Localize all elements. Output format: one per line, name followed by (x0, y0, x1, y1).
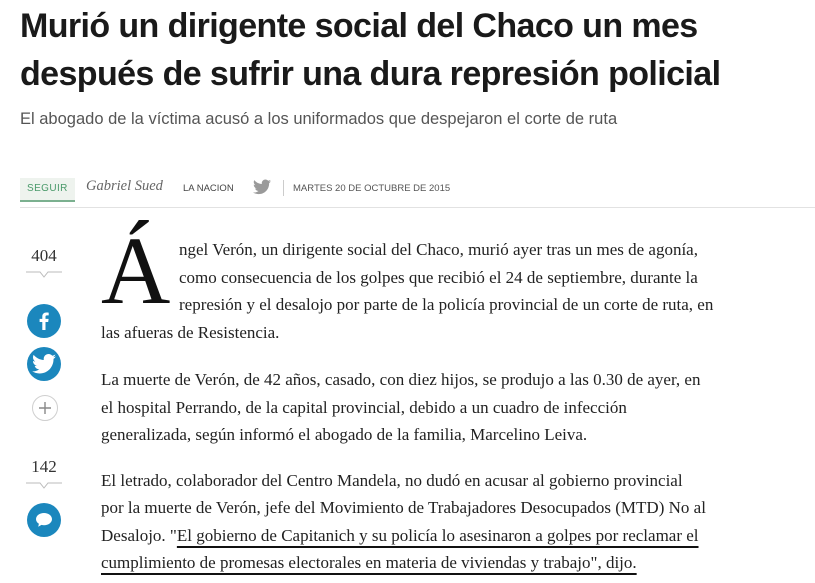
quote-lead: Desalojo. " (101, 526, 177, 545)
facebook-icon (27, 304, 61, 338)
quote-text: El gobierno de Capitanich y su policía lo asesinaron a golpes por reclamar el (176, 526, 699, 545)
publish-date: MARTES 20 DE OCTUBRE DE 2015 (293, 183, 451, 194)
comment-count-pointer (26, 481, 62, 491)
paragraph-2-line: La muerte de Verón, de 42 años, casado, con diez hijos, se produjo a las 0.30 de ayer, en (101, 370, 701, 389)
drop-cap: Á (101, 217, 171, 324)
comment-icon (27, 503, 61, 537)
more-share-button[interactable] (32, 395, 58, 421)
paragraph-2-line: generalizada, según informó el abogado de la familia, Marcelino Leiva. (101, 425, 588, 444)
paragraph-1-line: como consecuencia de los golpes que recibió el 24 de septiembre, durante la (179, 268, 698, 287)
subtitle: El abogado de la víctima acusó a los uniformados que despejaron el corte de ruta (20, 110, 618, 128)
follow-button[interactable]: SEGUIR (20, 178, 75, 202)
paragraph-3-line: El letrado, colaborador del Centro Mandela, no dudó en acusar al gobierno provincial (101, 471, 683, 490)
paragraph-3-line: por la muerte de Verón, jefe del Movimiento de Trabajadores Desocupados (MTD) No al (101, 498, 706, 517)
share-count: 404 (31, 246, 57, 265)
paragraph-2-line: el hospital Perrando, de la capital provincial, debido a un cuadro de infección (101, 398, 627, 417)
paragraph-1-line: represión y el desalojo por parte de la policía provincial de un corte de ruta, en (179, 295, 714, 314)
comment-count: 142 (31, 457, 57, 476)
twitter-icon[interactable] (253, 179, 271, 195)
headline: Murió un dirigente social del Chaco un mes después de sufrir una dura represión policial (20, 7, 721, 93)
paragraph-1-line: las afueras de Resistencia. (101, 323, 280, 342)
byline-bar (20, 175, 815, 208)
facebook-share-button[interactable] (27, 304, 61, 338)
paragraph-3-line (101, 522, 801, 550)
share-count-pointer (26, 270, 62, 280)
paragraph-1-line: ngel Verón, un dirigente social del Chaco, murió ayer tras un mes de agonía, (179, 240, 698, 259)
quote-text: cumplimiento de promesas electorales en materia de viviendas y trabajo", dijo. (101, 553, 637, 572)
twitter-icon (27, 347, 61, 381)
comments-button[interactable] (27, 503, 61, 537)
author-name[interactable]: Gabriel Sued (86, 178, 163, 194)
outlet-name: LA NACION (183, 183, 234, 194)
divider (283, 180, 284, 196)
twitter-share-button[interactable] (27, 347, 61, 381)
paragraph-3-line (101, 549, 801, 577)
plus-icon (33, 396, 57, 420)
